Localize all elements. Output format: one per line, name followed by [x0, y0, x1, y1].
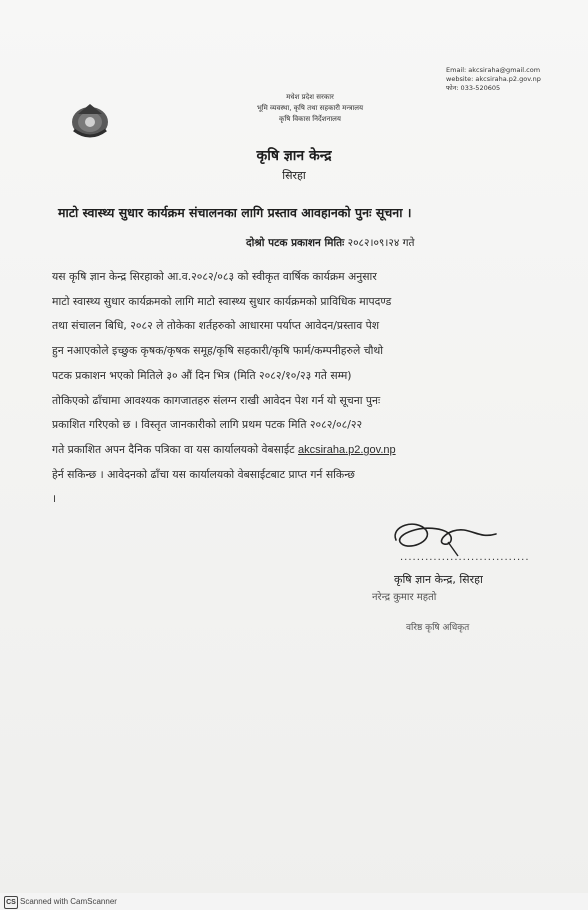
notice-title: माटो स्वास्थ्य सुधार कार्यक्रम संचालनका लागि प्रस्ताव आवहानको पुनः सूचना । [58, 205, 412, 220]
website-link[interactable]: akcsiraha.p2.gov.np [298, 443, 396, 456]
notice-body [52, 265, 542, 512]
body-line: हेर्न सकिन्छ । आवेदनको ढाँचा यस कार्यालयको वेबसाईटबाट प्राप्त गर्न सकिन्छ [52, 467, 355, 481]
body-line: । [52, 492, 57, 506]
office-location: सिरहा [282, 169, 306, 182]
signatory-designation: वरिष्ठ कृषि अधिकृत [406, 623, 470, 633]
signature-line: ............................... [400, 552, 530, 563]
camscanner-icon: CS [4, 896, 18, 909]
contact-website: website: akcsiraha.p2.gov.np [446, 75, 541, 83]
contact-block [446, 66, 541, 93]
signatory-office: कृषि ज्ञान केन्द्र, सिरहा [394, 573, 483, 586]
letterhead-directorate: कृषि विकास निर्देशनालय [279, 115, 341, 123]
letterhead-ministry: भूमि व्यवस्था, कृषि तथा सहकारी मन्त्रालय [256, 104, 364, 112]
body-line [52, 438, 542, 463]
body-line: तथा संचालन बिधि, २०८२ ले तोकेका शर्तहरुको आधारमा पर्याप्त आवेदन/प्रस्ताव पेश [52, 319, 380, 333]
body-line: पटक प्रकाशन भएको मितिले ३० औं दिन भित्र (मिति २०८२/१०/२३ गते सम्म) [52, 368, 352, 382]
publish-date-line [246, 236, 415, 250]
body-line: तोकिएको ढाँचामा आवश्यक कागजातहरु संलग्न राखी आवेदन पेश गर्न यो सूचना पुनः [52, 393, 381, 407]
letterhead-ministry-lines [210, 92, 410, 125]
letterhead-province: मधेश प्रदेश सरकार [286, 93, 334, 101]
publish-date: २०८२।०९।२४ गते [347, 237, 415, 249]
nepal-emblem-icon [68, 100, 112, 140]
publish-label: दोश्रो पटक प्रकाशन मितिः [246, 237, 345, 249]
scanner-footer [0, 893, 588, 910]
body-line: यस कृषि ज्ञान केन्द्र सिरहाको आ.व.२०८२/०८३ को स्वीकृत वार्षिक कार्यक्रम अनुसार [52, 270, 377, 283]
signatory-name: नरेन्द्र कुमार महतो [372, 592, 437, 603]
body-line-prefix: गते प्रकाशित अपन दैनिक पत्रिका वा यस कार्यालयको वेबसाईट [52, 442, 295, 456]
contact-email: Email: akcsiraha@gmail.com [446, 66, 541, 74]
body-line: हुन नआएकोले इच्छुक कृषक/कृषक समूह/कृषि सहकारी/कृषि फार्म/कम्पनीहरुले चौथो [52, 344, 384, 358]
contact-phone: फोन: 033-520605 [446, 84, 501, 92]
body-line: प्रकाशित गरिएको छ । विस्तृत जानकारीको लागि प्रथम पटक मिति २०८२/०८/२२ [52, 418, 363, 432]
office-name: कृषि ज्ञान केन्द्र [256, 148, 332, 164]
scanner-watermark-text: Scanned with CamScanner [20, 897, 117, 906]
body-line: माटो स्वास्थ्य सुधार कार्यक्रमको लागि माटो स्वास्थ्य सुधार कार्यक्रमको प्राविधिक मापदण्ड [52, 294, 392, 308]
